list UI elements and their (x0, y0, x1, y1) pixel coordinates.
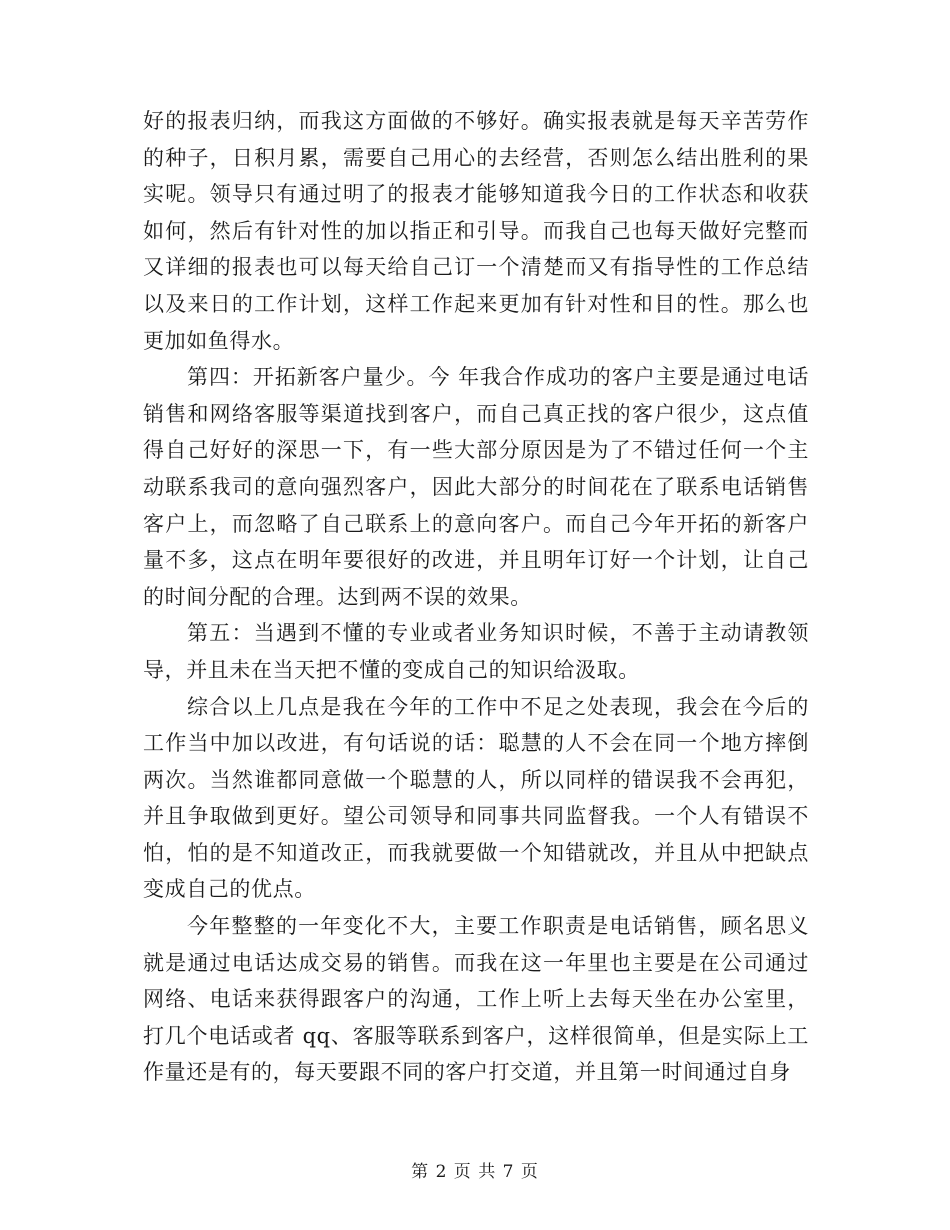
document-body (143, 103, 809, 1091)
page-number-footer: 第 2 页 共 7 页 (411, 1162, 539, 1182)
paragraph-2: 第四：开拓新客户量少。今 年我合作成功的客户主要是通过电话销售和网络客服等渠道找到客户，而自己真正找的客户很少，这点值得自己好好的深思一下，有一些大部分原因是为了不错过任何一个主动联系我司的意向强烈客户，因此大部分的时间花在了联系电话销售客户上，而忽略了自己联系上的意向客户。而自己今年开拓的新客户量不多，这点在明年要很好的改进，并且明年订好一个计划，让自己的时间分配的合理。达到两不误的效果。 (143, 365, 809, 609)
paragraph-4: 综合以上几点是我在今年的工作中不足之处表现，我会在今后的工作当中加以改进，有句话说的话：聪慧的人不会在同一个地方摔倒两次。当然谁都同意做一个聪慧的人，所以同样的错误我不会再犯，并且争取做到更好。望公司领导和同事共同监督我。一个人有错误不怕，怕的是不知道改正，而我就要做一个知错就改，并且从中把缺点变成自己的优点。 (143, 694, 809, 902)
paragraph-5: 今年整整的一年变化不大，主要工作职责是电话销售，顾名思义就是通过电话达成交易的销售。而我在这一年里也主要是在公司通过网络、电话来获得跟客户的沟通，工作上听上去每天坐在办公室里，打几个电话或者 qq、客服等联系到客户，这样很简单，但是实际上工作量还是有的，每天要跟不同的客户打交道，并且第一时间通过自身 (143, 914, 809, 1085)
paragraph-1: 好的报表归纳，而我这方面做的不够好。确实报表就是每天辛苦劳作的种子，日积月累，需要自己用心的去经营，否则怎么结出胜利的果实呢。领导只有通过明了的报表才能够知道我今日的工作状态和收获如何，然后有针对性的加以指正和引导。而我自己也每天做好完整而又详细的报表也可以每天给自己订一个清楚而又有指导性的工作总结以及来日的工作计划，这样工作起来更加有针对性和目的性。那么也更加如鱼得水。 (143, 109, 809, 353)
paragraph-3: 第五：当遇到不懂的专业或者业务知识时候，不善于主动请教领导，并且未在当天把不懂的变成自己的知识给汲取。 (143, 621, 809, 682)
